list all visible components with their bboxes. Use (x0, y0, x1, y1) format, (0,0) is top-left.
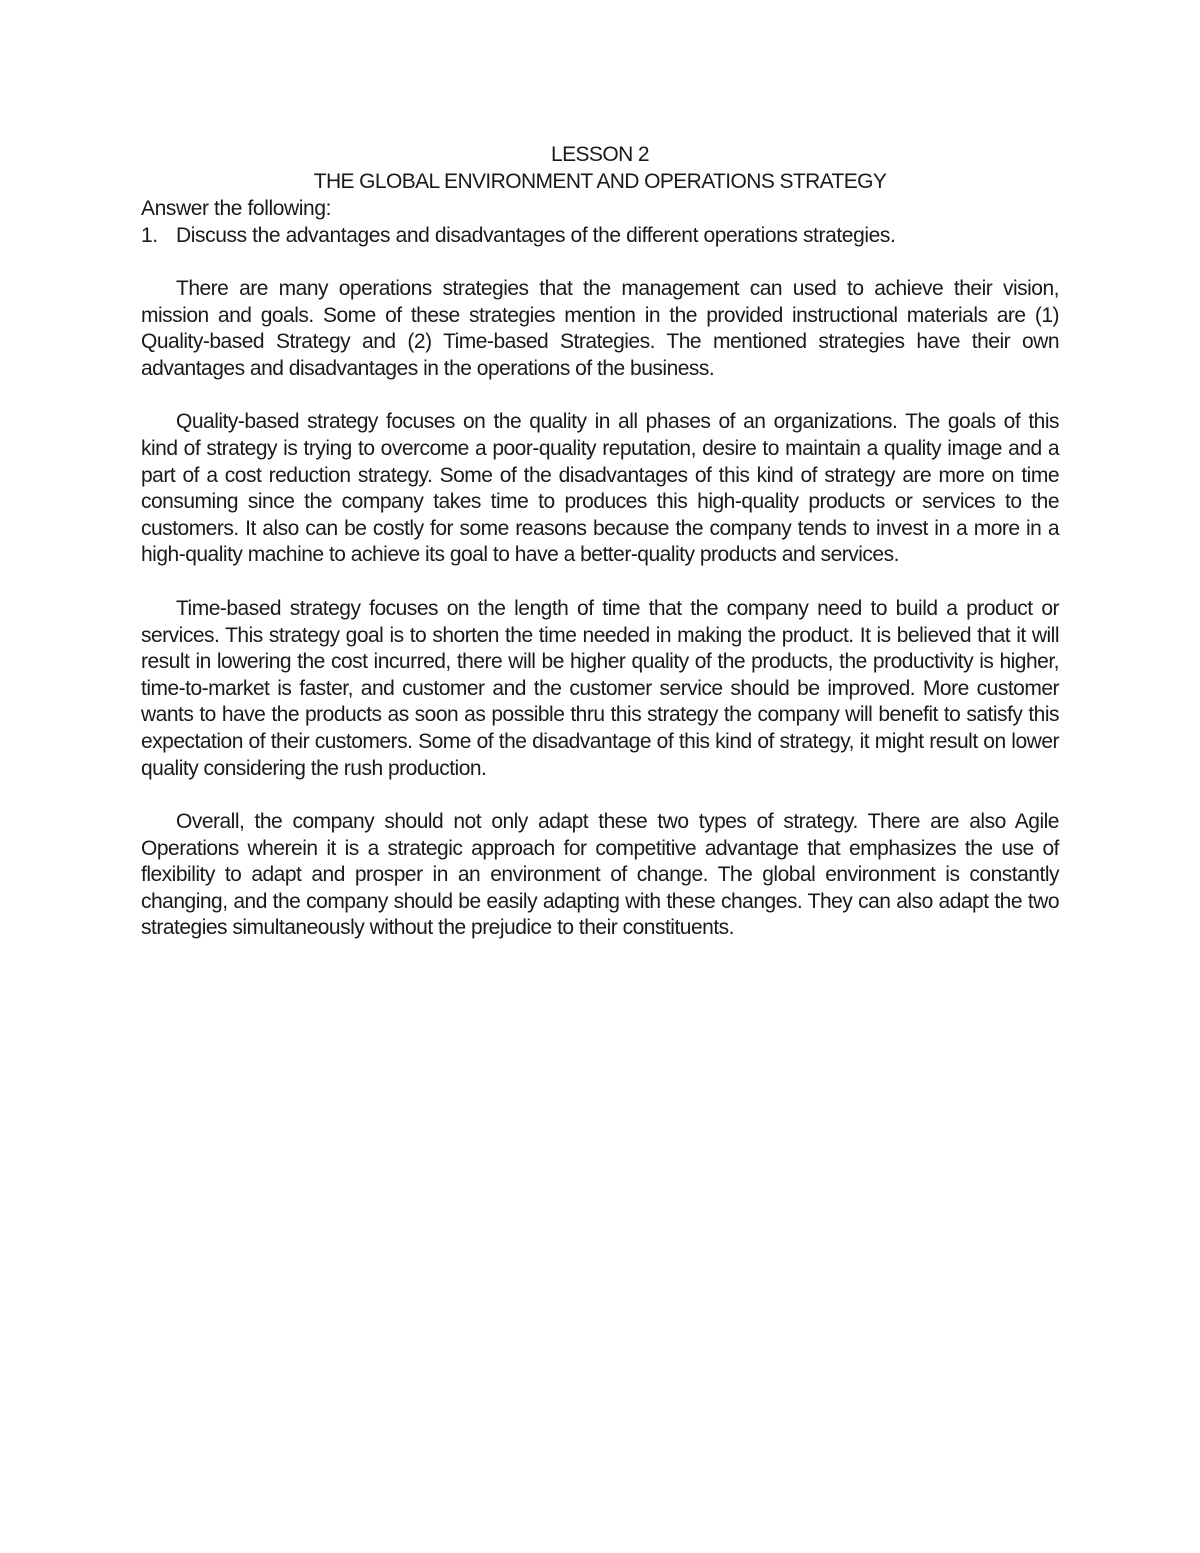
answer-paragraph-quality-based: Quality-based strategy focuses on the quality in all phases of an organizations. The goals of this kind of strategy is trying to overcome a poor-quality reputation, desire to maintain a quality image and a part of a cost reduction strategy. Some of the disadvantages of this kind of strategy are more on time consuming since the company takes time to produces this high-quality products or services to the customers. It also can be costly for some reasons because the company tends to invest in a more in a high-quality machine to achieve its goal to have a better-quality products and services. (141, 410, 1059, 567)
answer-paragraph-time-based: Time-based strategy focuses on the length of time that the company need to build a product or services. This strategy goal is to shorten the time needed in making the product. It is believed that it will result in lowering the cost incurred, there will be higher quality of the products, the productivity is higher, time-to-market is faster, and customer and the customer service should be improved. More customer wants to have the products as soon as possible thru this strategy the company will benefit to satisfy this expectation of their customers. Some of the disadvantage of this kind of strategy, it might result on lower quality considering the rush production. (141, 596, 1059, 780)
question-item (141, 222, 1059, 249)
lesson-title: THE GLOBAL ENVIRONMENT AND OPERATIONS STRATEGY (313, 170, 887, 193)
lesson-number: LESSON 2 (551, 143, 649, 166)
answer-paragraph-intro: There are many operations strategies that the management can used to achieve their vision, mission and goals. Some of these strategies mention in the provided instructional materials are (1) Quality-based Strategy and (2) Time-based Strategies. The mentioned strategies have their own advantages and disadvantages in the operations of the business. (141, 277, 1059, 380)
question-text: Discuss the advantages and disadvantages of the different operations strategies. (176, 224, 896, 247)
answer-paragraph-overall: Overall, the company should not only adapt these two types of strategy. There are also Agile Operations wherein it is a strategic approach for competitive advantage that emphasizes the use of flexibility to adapt and prosper in an environment of change. The global environment is constantly changing, and the company should be easily adapting with these changes. They can also adapt the two strategies simultaneously without the prejudice to their constituents. (141, 810, 1059, 940)
answer-body (141, 276, 1059, 942)
document-page (141, 141, 1059, 969)
question-number: 1. (141, 224, 158, 247)
instruction-prompt: Answer the following: (141, 197, 332, 220)
